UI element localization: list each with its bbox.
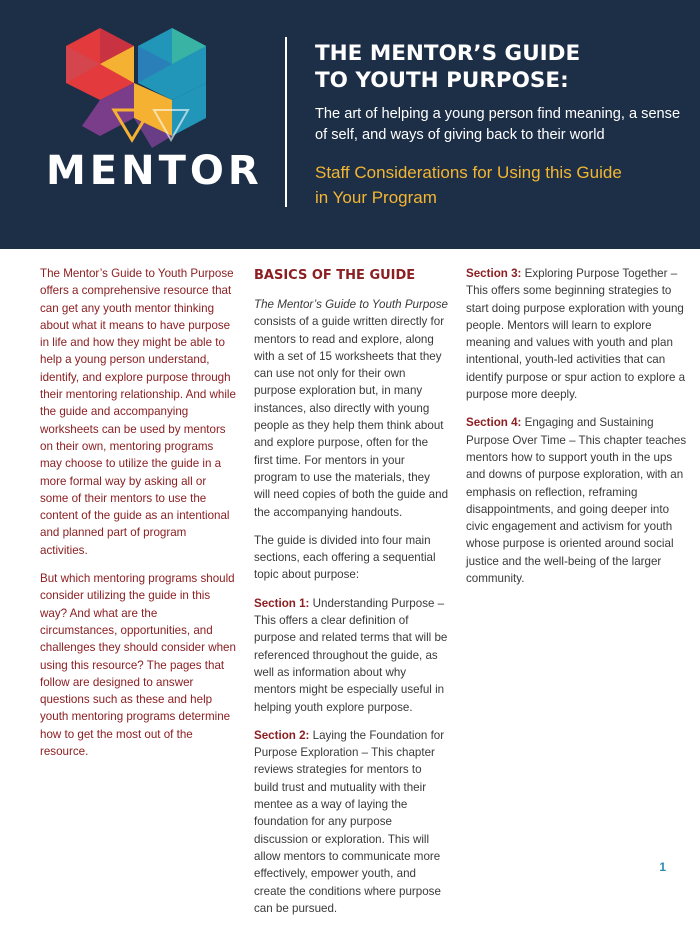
page-header — [0, 0, 700, 249]
mentor-logo-text: MENTOR — [46, 148, 263, 194]
section-3-paragraph — [466, 265, 690, 403]
section-2-text: Laying the Foundation for Purpose Exploration – This chapter reviews strategies for mentors to build trust and mutuality with their mentee as a way of laying the foundation for any purpose discussion or exploration. This will allow mentors to communicate more effectively, empower youth, and create the conditions where purpose can be pursued. — [254, 728, 445, 915]
mentor-logo-icon — [62, 28, 232, 148]
intro-column — [40, 265, 236, 771]
section-4-text: Engaging and Sustaining Purpose Over Time – This chapter teaches mentors how to support youth in the ups and downs of purpose exploration, with an emphasis on reflection, reframing disappointments, and going deeper into civic engagement and activism for youth whose purpose is oriented around social justice and the well-being of the larger community. — [466, 416, 687, 586]
basics-paragraph-1-text: consists of a guide written directly for mentors to read and explore, along with a set of 15 worksheets that they can use not only for their own purpose exploration but, in many instances, also directly with young people as they help them think about and explore purpose, often for the first time. For mentors in your program to use the materials, they will need copies of both the guide and the accompanying handouts. — [254, 315, 449, 519]
basics-paragraph-1 — [254, 296, 449, 521]
basics-heading: BASICS OF THE GUIDE — [254, 268, 416, 283]
section-1-paragraph — [254, 595, 449, 716]
section-4-label: Section 4: — [466, 416, 522, 430]
basics-paragraph-2: The guide is divided into four main sections, each offering a sequential topic about purpose: — [254, 533, 436, 582]
section-3-label: Section 3: — [466, 267, 522, 280]
section-2-label: Section 2: — [254, 728, 310, 742]
basics-column — [254, 265, 449, 928]
header-divider — [285, 37, 287, 207]
intro-paragraph-2: But which mentoring programs should consider utilizing the guide in this way? And what are the circumstances, opportunities, and challenges they should consider when using this resource? The pages that follow are designed to answer questions such as these and help youth mentoring programs determine how to get the most out of the resource. — [40, 572, 236, 759]
sections-column — [466, 265, 690, 598]
section-4-paragraph — [466, 414, 690, 587]
section-3-text: Exploring Purpose Together – This offers some beginning strategies to start doing purpose exploration with young people. Mentors will learn to explore meaning and values with youth and plan intentional, youth-led activities that can identify purpose or spur action to explore a purpose more deeply. — [466, 267, 686, 402]
page-title: THE MENTOR’S GUIDE TO YOUTH PURPOSE: — [315, 41, 581, 93]
page-subtitle: The art of helping a young person find meaning, a sense of self, and ways of giving back to their world — [315, 106, 681, 143]
staff-considerations-heading: Staff Considerations for Using this Guide in Your Program — [315, 163, 622, 207]
section-1-label: Section 1: — [254, 596, 310, 610]
guide-title-italic: The Mentor’s Guide to Youth Purpose — [254, 298, 448, 311]
page-number: 1 — [659, 860, 666, 874]
section-1-text: Understanding Purpose – This offers a clear definition of purpose and related terms that will be referenced throughout the guide, as well as information about why mentors might be especially useful in helping youth explore purpose. — [254, 596, 448, 714]
intro-paragraph-1: The Mentor’s Guide to Youth Purpose offers a comprehensive resource that can get any youth mentor thinking about what it means to have purpose in life and how they might be able to help a young person understand, identify, and explore purpose through their mentoring relationship. And while the guide and accompanying worksheets can be used by mentors on their own, mentoring programs may choose to utilize the guide in a more formal way by asking all or some of their mentors to use the content of the guide as an intentional and planned part of program activities. — [40, 267, 236, 557]
section-2-paragraph — [254, 727, 449, 917]
